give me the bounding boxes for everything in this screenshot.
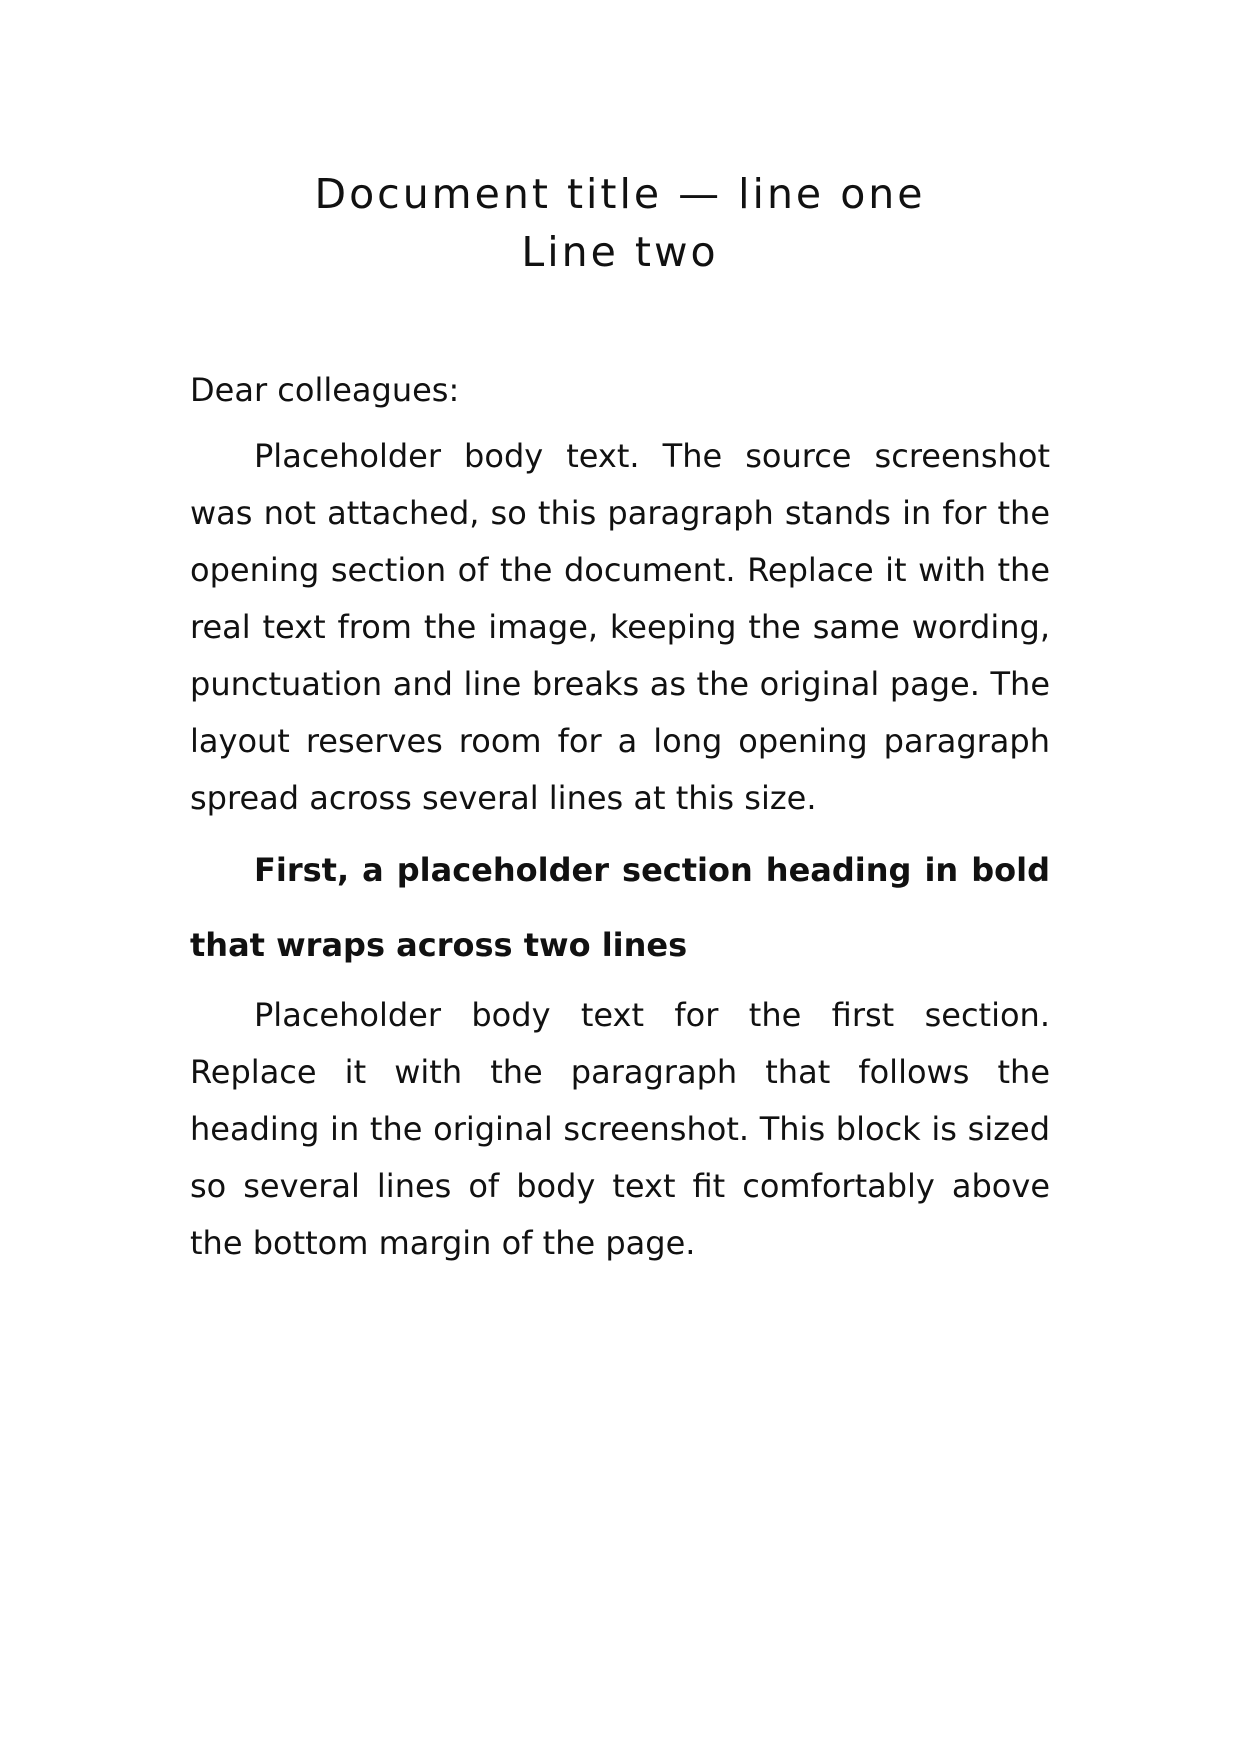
document-body — [190, 362, 1050, 1272]
section-heading-1: First, a placeholder section heading in bold that wraps across two lines — [190, 851, 1050, 964]
salutation: Dear colleagues: — [190, 371, 460, 409]
opening-paragraph: Placeholder body text. The source screenshot was not attached, so this paragraph stands in for the opening section of the document. Replace it with the real text from the image, keeping the same wording, punctuation and line breaks as the original page. The layout reserves room for a long opening paragraph spread across several lines at this size. — [190, 437, 1050, 817]
document-title — [150, 165, 1090, 281]
section-1-paragraph: Placeholder body text for the first section. Replace it with the paragraph that follows the heading in the original screenshot. This block is sized so several lines of body text fit comfortably above the bottom margin of the page. — [190, 996, 1050, 1262]
document-title-line-1: Document title — line one — [314, 170, 926, 218]
document-title-line-2: Line two — [521, 228, 719, 276]
